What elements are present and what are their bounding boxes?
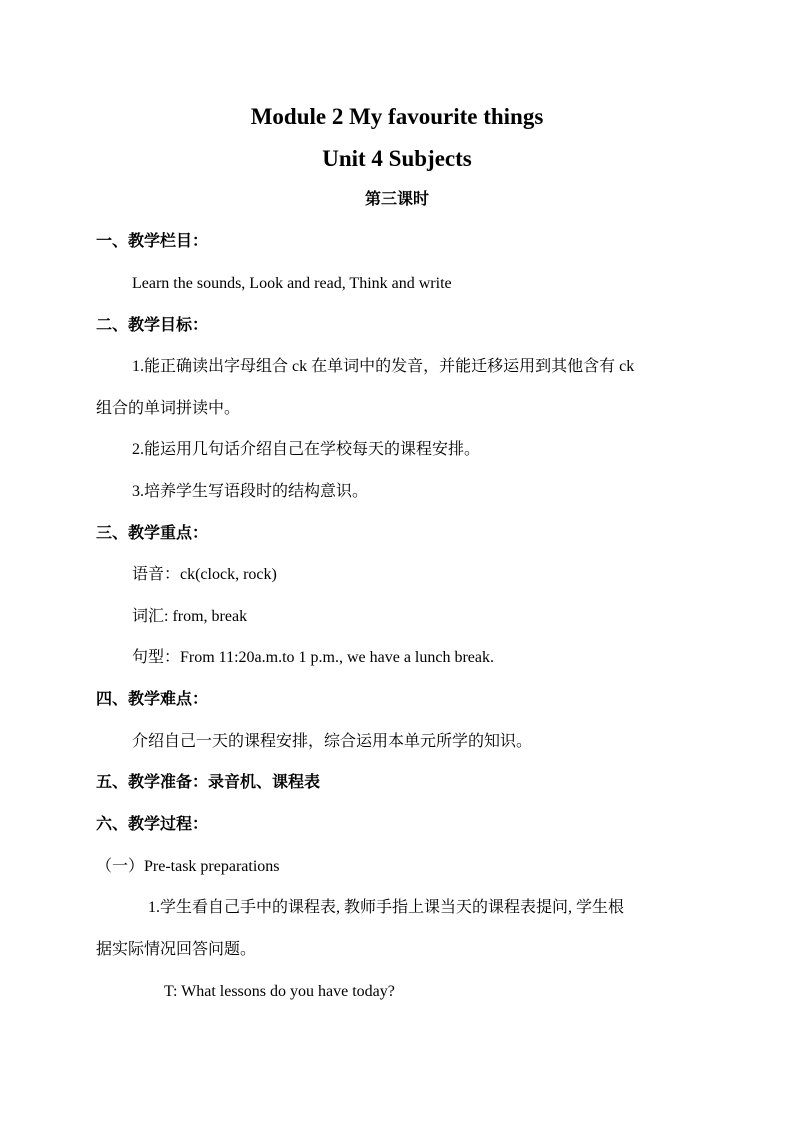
process-step-1-line-2: 据实际情况回答问题。	[96, 941, 257, 958]
objective-1-line-2: 组合的单词拼读中。	[96, 400, 241, 417]
dialogue-teacher-question: T: What lessons do you have today?	[164, 983, 395, 1000]
teaching-column-content: Learn the sounds, Look and read, Think and write	[132, 275, 452, 292]
difficulties-content: 介绍自己一天的课程安排，综合运用本单元所学的知识。	[132, 733, 533, 750]
objective-2: 2.能运用几句话介绍自己在学校每天的课程安排。	[132, 441, 481, 458]
unit-title: Unit 4 Subjects	[322, 146, 472, 171]
process-step-1-line-1: 1.学生看自己手中的课程表, 教师手指上课当天的课程表提问, 学生根	[148, 899, 625, 916]
lesson-title: 第三课时	[364, 191, 429, 208]
section-heading-difficulties: 四、教学难点：	[96, 691, 209, 708]
section-heading-preparation: 五、教学准备：录音机、课程表	[96, 774, 321, 791]
key-point-vocabulary: 词汇: from, break	[132, 608, 248, 625]
section-heading-key-points: 三、教学重点：	[96, 525, 209, 542]
section-heading-process: 六、教学过程：	[96, 816, 209, 833]
section-heading-teaching-column: 一、教学栏目：	[96, 233, 209, 250]
process-part-pre-task: （一）Pre-task preparations	[96, 858, 280, 875]
key-point-pronunciation: 语音：ck(clock, rock)	[132, 566, 277, 583]
module-title: Module 2 My favourite things	[250, 104, 544, 129]
objective-3: 3.培养学生写语段时的结构意识。	[132, 483, 369, 500]
objective-1-line-1: 1.能正确读出字母组合 ck 在单词中的发音，并能迁移运用到其他含有 ck	[132, 358, 635, 375]
section-heading-objectives: 二、教学目标：	[96, 317, 209, 334]
key-point-sentence: 句型：From 11:20a.m.to 1 p.m., we have a lunch break.	[132, 649, 495, 666]
